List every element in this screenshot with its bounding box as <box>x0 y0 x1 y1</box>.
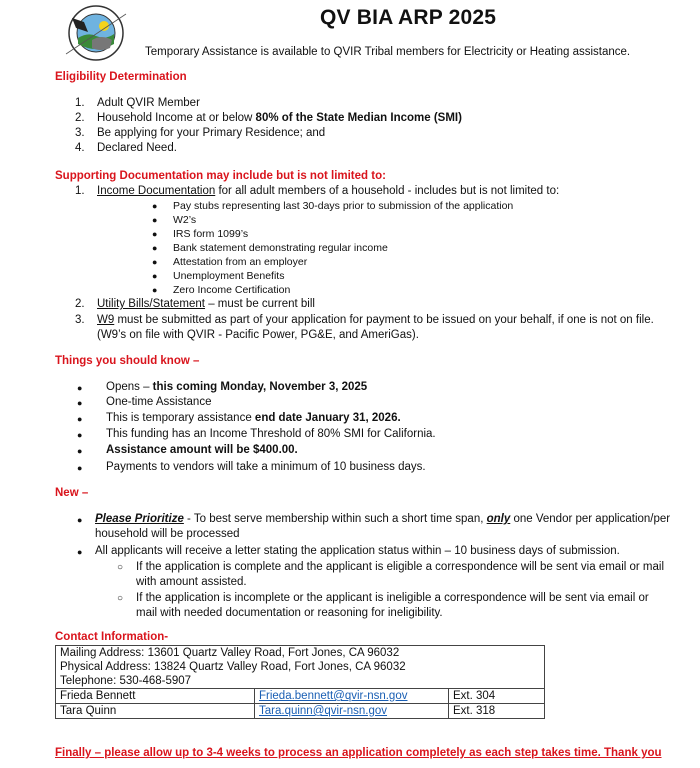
sub-item-ineligible: If the application is incomplete or the applicant is ineligible a correspondence will be sent via email or <box>136 592 649 604</box>
documentation-item-w9: 3. W9 must be submitted as part of your application for payment to be issued on your behalf, if one is not on file. <box>75 314 654 326</box>
bullet-icon: ● <box>152 243 158 253</box>
documentation-item-income: 1. Income Documentation for all adult members of a household - includes but is not limited to: <box>75 185 560 197</box>
contact-heading: Contact Information- <box>55 631 169 643</box>
income-doc-item: Unemployment Benefits <box>173 270 285 282</box>
contact-table <box>55 645 545 719</box>
know-item-threshold: This funding has an Income Threshold of 80% SMI for California. <box>106 428 436 440</box>
new-heading: New – <box>55 487 89 499</box>
sub-item-eligible: If the application is complete and the applicant is eligible a correspondence will be sent via email or mail <box>136 561 665 573</box>
documentation-heading: Supporting Documentation may include but is not limited to: <box>55 170 386 182</box>
bullet-icon: ● <box>152 285 158 295</box>
know-item-opens: Opens – this coming Monday, November 3, 2025 <box>106 381 368 393</box>
bullet-icon: ● <box>152 257 158 267</box>
eligibility-item-1: 1. Adult QVIR Member <box>75 97 200 109</box>
bullet-icon: ● <box>77 383 83 393</box>
contact-row <box>56 704 545 719</box>
know-item-end-date: This is temporary assistance end date January 31, 2026. <box>106 412 401 424</box>
income-doc-item: IRS form 1099’s <box>173 228 249 240</box>
documentation-item-w9-line2: (W9’s on file with QVIR - Pacific Power, PG&E, and AmeriGas). <box>97 329 419 341</box>
tribal-seal-logo <box>62 4 130 62</box>
know-item-amount: Assistance amount will be $400.00. <box>106 444 298 456</box>
bullet-icon: ● <box>77 414 83 424</box>
new-item-letter: All applicants will receive a letter stating the application status within – 10 business days of submission. <box>95 545 620 557</box>
bullet-icon: ● <box>152 201 158 211</box>
income-doc-item: Bank statement demonstrating regular income <box>173 242 388 254</box>
bullet-icon: ● <box>152 271 158 281</box>
new-item-prioritize: Please Prioritize - To best serve membership within such a short time span, only one Vendor per application/per <box>95 513 671 525</box>
know-item-one-time: One-time Assistance <box>106 396 212 408</box>
new-item-prioritize-line2: household will be processed <box>95 528 240 540</box>
eligibility-item-4: 4. Declared Need. <box>75 142 177 154</box>
documentation-item-utility: 2. Utility Bills/Statement – must be current bill <box>75 298 315 310</box>
eligibility-item-2: 2. Household Income at or below 80% of the State Median Income (SMI) <box>75 112 462 124</box>
things-to-know-heading: Things you should know – <box>55 355 200 367</box>
bullet-icon: ● <box>77 463 83 473</box>
page-subtitle: Temporary Assistance is available to QVIR Tribal members for Electricity or Heating assistance. <box>145 46 631 58</box>
bullet-icon: ● <box>77 515 83 525</box>
contact-ext: Ext. 318 <box>449 704 545 719</box>
final-note: Finally – please allow up to 3-4 weeks to process an application completely as each step takes time. Thank you <box>55 747 662 759</box>
contact-email-link[interactable]: Frieda.bennett@qvir-nsn.gov <box>259 690 408 702</box>
eligibility-item-3: 3. Be applying for your Primary Residence; and <box>75 127 326 139</box>
mailing-address: Mailing Address: 13601 Quartz Valley Road, Fort Jones, CA 96032 <box>56 646 545 661</box>
contact-name: Frieda Bennett <box>56 689 255 704</box>
page-title: QV BIA ARP 2025 <box>320 6 497 29</box>
telephone: Telephone: 530-468-5907 <box>56 674 545 689</box>
sub-item-ineligible-line2: mail with needed documentation or reasoning for ineligibility. <box>136 607 443 619</box>
bullet-icon: ● <box>77 430 83 440</box>
income-doc-item: Pay stubs representing last 30-days prior to submission of the application <box>173 200 514 212</box>
bullet-icon: ● <box>77 446 83 456</box>
circle-bullet-icon: ○ <box>117 562 124 573</box>
circle-bullet-icon: ○ <box>117 593 124 604</box>
eligibility-heading: Eligibility Determination <box>55 71 187 83</box>
income-doc-item: Attestation from an employer <box>173 256 308 268</box>
know-item-payments: Payments to vendors will take a minimum of 10 business days. <box>106 461 426 473</box>
income-doc-item: Zero Income Certification <box>173 284 291 296</box>
income-doc-item: W2’s <box>173 214 197 226</box>
bullet-icon: ● <box>152 215 158 225</box>
bullet-icon: ● <box>152 229 158 239</box>
physical-address: Physical Address: 13824 Quartz Valley Road, Fort Jones, CA 96032 <box>56 660 545 674</box>
contact-ext: Ext. 304 <box>449 689 545 704</box>
bullet-icon: ● <box>77 398 83 408</box>
contact-row <box>56 689 545 704</box>
contact-email-link[interactable]: Tara.quinn@qvir-nsn.gov <box>259 705 388 717</box>
sub-item-eligible-line2: with amount assisted. <box>136 576 247 588</box>
bullet-icon: ● <box>77 547 83 557</box>
contact-name: Tara Quinn <box>56 704 255 719</box>
